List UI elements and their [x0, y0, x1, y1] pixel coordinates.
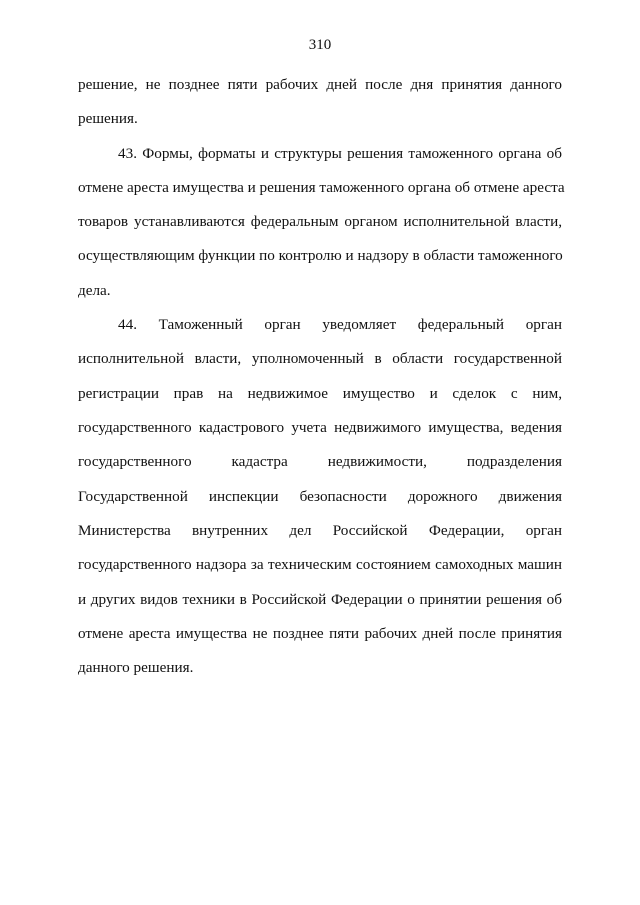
text-line: осуществляющим функции по контролю и надзору в области таможенного — [78, 247, 563, 264]
text-line: товаров устанавливаются федеральным органом исполнительной власти, — [78, 213, 562, 230]
text-line: дела. — [78, 282, 111, 299]
text-line: Министерства внутренних дел Российской Федерации, орган — [78, 522, 562, 539]
text-line: исполнительной власти, уполномоченный в области государственной — [78, 350, 562, 367]
text-line: данного решения. — [78, 659, 194, 676]
text-line: 43. Формы, форматы и структуры решения таможенного органа об — [118, 145, 562, 162]
text-line: государственного надзора за техническим состоянием самоходных машин — [78, 556, 562, 573]
text-line: отмене ареста имущества не позднее пяти рабочих дней после принятия — [78, 625, 562, 642]
text-line: регистрации прав на недвижимое имущество и сделок с ним, — [78, 385, 562, 402]
page-number: 310 — [308, 37, 332, 53]
text-line: 44. Таможенный орган уведомляет федеральный орган — [118, 316, 562, 333]
text-line: решения. — [78, 110, 138, 127]
text-line: Государственной инспекции безопасности дорожного движения — [78, 488, 562, 505]
text-line: отмене ареста имущества и решения таможенного органа об отмене ареста — [78, 179, 565, 196]
text-line: государственного кадастра недвижимости, подразделения — [78, 453, 562, 470]
text-line: решение, не позднее пяти рабочих дней после дня принятия данного — [78, 76, 562, 93]
text-line: государственного кадастрового учета недвижимого имущества, ведения — [78, 419, 562, 436]
text-line: и других видов техники в Российской Федерации о принятии решения об — [78, 591, 562, 608]
